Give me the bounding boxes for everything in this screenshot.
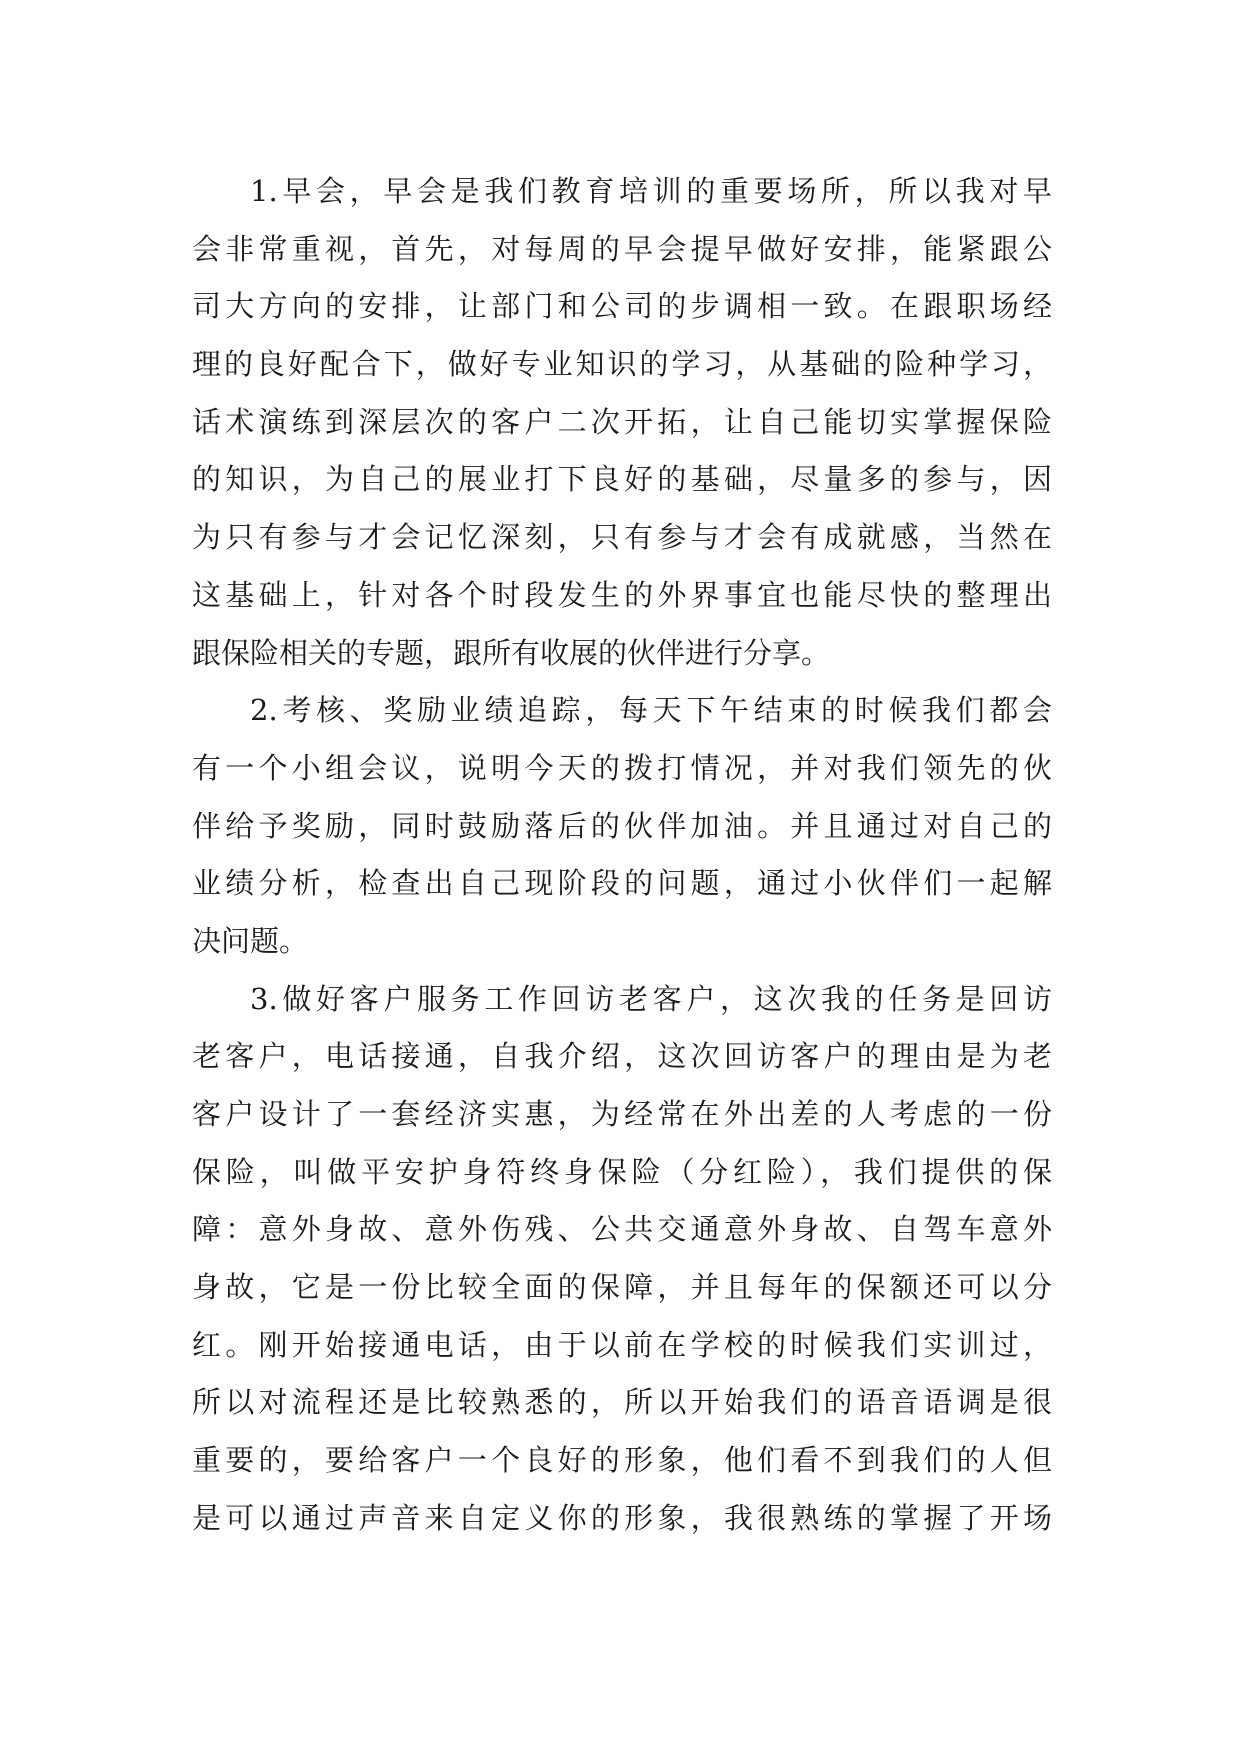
text-line: 2.考核、奖励业绩追踪，每天下午结束的时候我们都会 — [250, 693, 1052, 728]
text-line: 是可以通过声音来自定义你的形象，我很熟练的掌握了开场 — [192, 1500, 1052, 1535]
text-line: 3.做好客户服务工作回访老客户，这次我的任务是回访 — [250, 981, 1052, 1016]
text-line: 有一个小组会议，说明今天的拨打情况，并对我们领先的伙 — [192, 750, 1052, 785]
text-line: 伴给予奖励，同时鼓励落后的伙伴加油。并且通过对自己的 — [192, 808, 1052, 843]
text-line: 障：意外身故、意外伤残、公共交通意外身故、自驾车意外 — [192, 1212, 1052, 1247]
text-line: 话术演练到深层次的客户二次开拓，让自己能切实掌握保险 — [192, 404, 1052, 439]
text-line: 为只有参与才会记忆深刻，只有参与才会有成就感，当然在 — [192, 520, 1052, 555]
document-body — [192, 163, 1052, 1548]
text-line: 司大方向的安排，让部门和公司的步调相一致。在跟职场经 — [192, 289, 1052, 324]
text-line: 1.早会，早会是我们教育培训的重要场所，所以我对早 — [250, 174, 1052, 208]
paragraph-2 — [192, 682, 1052, 970]
text-line: 会非常重视，首先，对每周的早会提早做好安排，能紧跟公 — [192, 231, 1052, 266]
text-line: 保险，叫做平安护身符终身保险（分红险），我们提供的保 — [192, 1154, 1052, 1189]
paragraph-1 — [192, 163, 1052, 682]
text-line: 身故，它是一份比较全面的保障，并且每年的保额还可以分 — [192, 1270, 1052, 1305]
text-line: 这基础上，针对各个时段发生的外界事宜也能尽快的整理出 — [192, 577, 1052, 612]
paragraph-3 — [192, 971, 1052, 1548]
text-line: 跟保险相关的专题，跟所有收展的伙伴进行分享。 — [192, 635, 831, 670]
text-line: 所以对流程还是比较熟悉的，所以开始我们的语音语调是很 — [192, 1385, 1052, 1420]
text-line: 理的良好配合下，做好专业知识的学习，从基础的险种学习， — [192, 347, 1052, 382]
text-line: 的知识，为自己的展业打下良好的基础，尽量多的参与，因 — [192, 462, 1052, 497]
text-line: 老客户，电话接通，自我介绍，这次回访客户的理由是为老 — [192, 1039, 1052, 1074]
text-line: 红。刚开始接通电话，由于以前在学校的时候我们实训过， — [192, 1327, 1052, 1362]
text-line: 业绩分析，检查出自己现阶段的问题，通过小伙伴们一起解 — [192, 866, 1052, 901]
text-line: 重要的，要给客户一个良好的形象，他们看不到我们的人但 — [192, 1443, 1052, 1478]
text-line: 客户设计了一套经济实惠，为经常在外出差的人考虑的一份 — [192, 1097, 1052, 1131]
text-line: 决问题。 — [192, 923, 309, 958]
